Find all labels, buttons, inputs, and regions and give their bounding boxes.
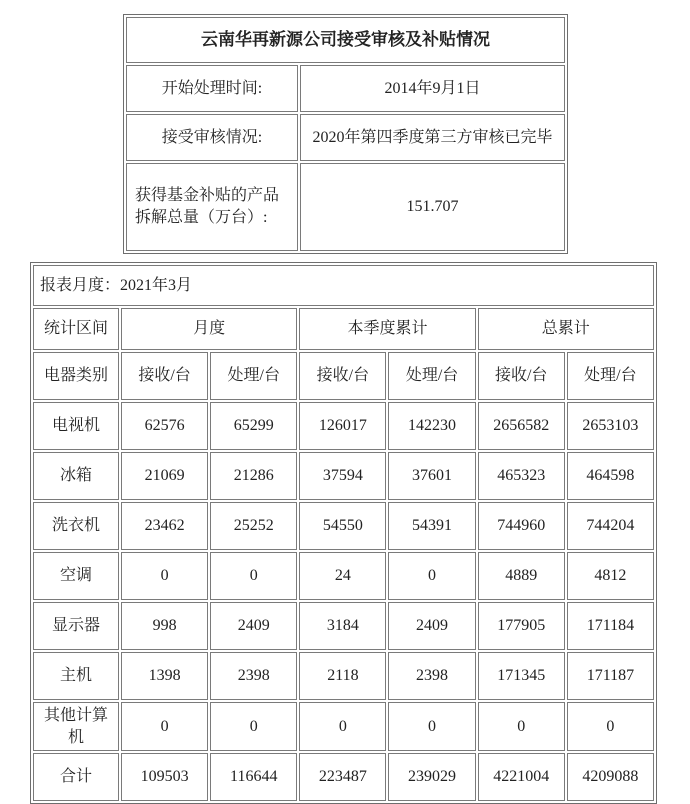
value-cell: 1398 [121,652,208,700]
value-cell: 464598 [567,452,654,500]
dismantle-total-label: 获得基金补贴的产品拆解总量（万台）: [126,163,298,251]
table-row-other-computer [33,702,654,751]
value-cell: 54550 [299,502,386,550]
value-cell: 0 [478,702,565,751]
category-cell: 电视机 [33,402,119,450]
value-cell: 0 [567,702,654,751]
value-cell: 223487 [299,753,386,801]
table-row-monitor [33,602,654,650]
value-cell: 239029 [388,753,475,801]
subsidy-summary-table [123,14,568,254]
value-cell: 4221004 [478,753,565,801]
group-header-total: 总累计 [478,308,654,350]
value-cell: 998 [121,602,208,650]
value-cell: 0 [388,552,475,600]
value-cell: 24 [299,552,386,600]
unit-header-cell: 接收/台 [299,352,386,400]
value-cell: 142230 [388,402,475,450]
summary-table-title: 云南华再新源公司接受审核及补贴情况 [126,17,565,63]
value-cell: 2409 [210,602,297,650]
start-time-value: 2014年9月1日 [300,65,565,112]
report-group-header-row [33,308,654,350]
value-cell: 116644 [210,753,297,801]
value-cell: 2398 [388,652,475,700]
unit-header-cell: 处理/台 [388,352,475,400]
value-cell: 4812 [567,552,654,600]
value-cell: 4889 [478,552,565,600]
summary-title-row [126,17,565,63]
summary-row [126,65,565,112]
category-cell: 其他计算机 [33,702,119,751]
summary-row [126,114,565,161]
start-time-label: 开始处理时间: [126,65,298,112]
group-header-quarter: 本季度累计 [299,308,475,350]
category-cell: 显示器 [33,602,119,650]
report-unit-header-row [33,352,654,400]
value-cell: 0 [388,702,475,751]
value-cell: 2656582 [478,402,565,450]
category-cell: 合计 [33,753,119,801]
value-cell: 171187 [567,652,654,700]
unit-header-cell: 处理/台 [210,352,297,400]
value-cell: 744204 [567,502,654,550]
value-cell: 54391 [388,502,475,550]
value-cell: 0 [121,552,208,600]
table-row-fridge [33,452,654,500]
value-cell: 62576 [121,402,208,450]
audit-status-value: 2020年第四季度第三方审核已完毕 [300,114,565,161]
value-cell: 171345 [478,652,565,700]
category-header-cell: 电器类别 [33,352,119,400]
table-row-aircon [33,552,654,600]
value-cell: 2118 [299,652,386,700]
table-row-host [33,652,654,700]
interval-header-cell: 统计区间 [33,308,119,350]
audit-status-label: 接受审核情况: [126,114,298,161]
value-cell: 3184 [299,602,386,650]
value-cell: 2409 [388,602,475,650]
category-cell: 洗衣机 [33,502,119,550]
value-cell: 4209088 [567,753,654,801]
unit-header-cell: 接收/台 [121,352,208,400]
value-cell: 177905 [478,602,565,650]
unit-header-cell: 处理/台 [567,352,654,400]
category-cell: 冰箱 [33,452,119,500]
value-cell: 0 [299,702,386,751]
value-cell: 25252 [210,502,297,550]
table-row-tv [33,402,654,450]
monthly-report-table [30,262,657,804]
value-cell: 0 [121,702,208,751]
value-cell: 21069 [121,452,208,500]
value-cell: 2398 [210,652,297,700]
category-cell: 空调 [33,552,119,600]
value-cell: 0 [210,702,297,751]
value-cell: 65299 [210,402,297,450]
value-cell: 744960 [478,502,565,550]
value-cell: 126017 [299,402,386,450]
value-cell: 23462 [121,502,208,550]
unit-header-cell: 接收/台 [478,352,565,400]
value-cell: 21286 [210,452,297,500]
value-cell: 2653103 [567,402,654,450]
group-header-month: 月度 [121,308,297,350]
report-period-row [33,265,654,306]
report-period: 报表月度：2021年3月 [33,265,654,306]
value-cell: 37601 [388,452,475,500]
category-cell: 主机 [33,652,119,700]
dismantle-total-value: 151.707 [300,163,565,251]
value-cell: 0 [210,552,297,600]
value-cell: 171184 [567,602,654,650]
value-cell: 465323 [478,452,565,500]
summary-row [126,163,565,251]
table-row-total [33,753,654,801]
value-cell: 37594 [299,452,386,500]
value-cell: 109503 [121,753,208,801]
table-row-washer [33,502,654,550]
